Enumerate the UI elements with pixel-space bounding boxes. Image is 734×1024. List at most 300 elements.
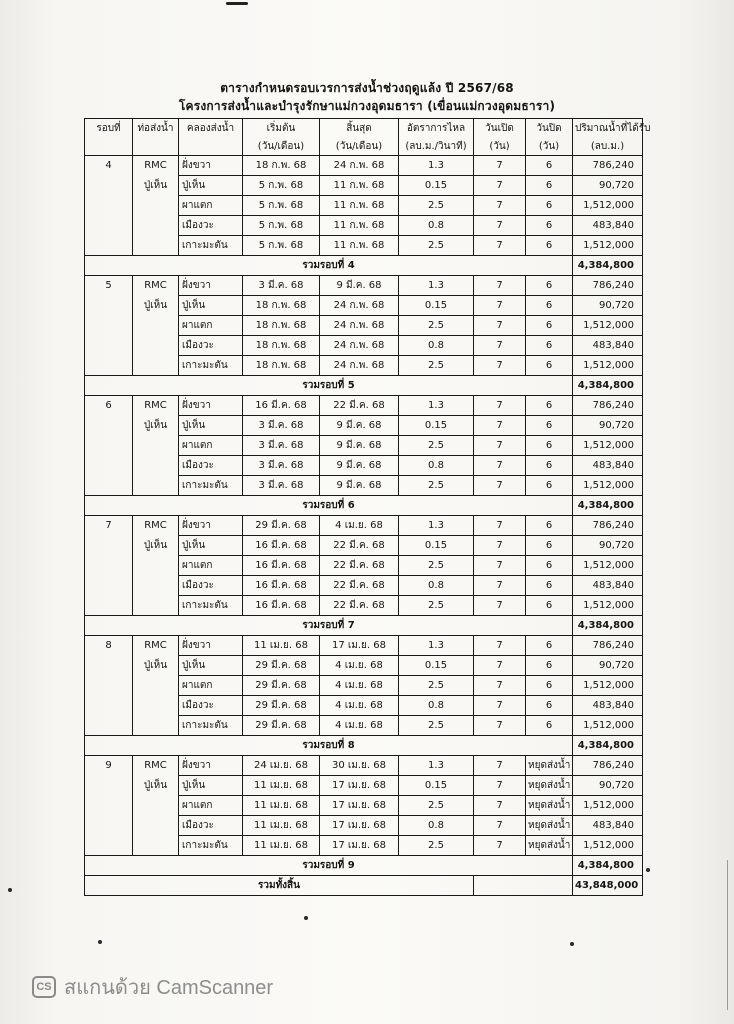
rate-cell: 0.15 <box>399 536 474 556</box>
paper-dot <box>304 916 308 920</box>
volume-cell: 483,840 <box>573 816 643 836</box>
table-row <box>85 776 643 796</box>
open-cell: 7 <box>474 456 526 476</box>
round-cell <box>85 176 133 196</box>
round-cell <box>85 776 133 796</box>
start-cell: 16 มี.ค. 68 <box>243 536 320 556</box>
open-cell: 7 <box>474 516 526 536</box>
close-cell: 6 <box>526 636 573 656</box>
close-cell: 6 <box>526 156 573 176</box>
round-cell <box>85 596 133 616</box>
subtotal-label: รวมรอบที่ 5 <box>85 376 573 396</box>
start-cell: 16 มี.ค. 68 <box>243 596 320 616</box>
canal-cell: ปู่เห็น <box>179 296 243 316</box>
pipe-cell <box>133 316 179 336</box>
close-cell: 6 <box>526 276 573 296</box>
pipe-cell <box>133 436 179 456</box>
canal-cell: ผาแตก <box>179 676 243 696</box>
end-cell: 24 ก.พ. 68 <box>320 316 399 336</box>
volume-cell: 483,840 <box>573 456 643 476</box>
end-cell: 24 ก.พ. 68 <box>320 356 399 376</box>
header-pipe-unit <box>133 137 179 156</box>
rate-cell: 0.8 <box>399 216 474 236</box>
paper-dot <box>98 940 102 944</box>
grand-total-row <box>85 876 643 896</box>
paper-edge <box>727 860 728 1010</box>
close-cell: หยุดส่งน้ำ <box>526 756 573 776</box>
start-cell: 18 ก.พ. 68 <box>243 336 320 356</box>
start-cell: 5 ก.พ. 68 <box>243 176 320 196</box>
start-cell: 5 ก.พ. 68 <box>243 236 320 256</box>
pipe-cell <box>133 676 179 696</box>
close-cell: หยุดส่งน้ำ <box>526 796 573 816</box>
end-cell: 24 ก.พ. 68 <box>320 296 399 316</box>
canal-cell: ผาแตก <box>179 316 243 336</box>
table-row <box>85 276 643 296</box>
table-row <box>85 396 643 416</box>
volume-cell: 786,240 <box>573 276 643 296</box>
volume-cell: 1,512,000 <box>573 676 643 696</box>
open-cell: 7 <box>474 796 526 816</box>
open-cell: 7 <box>474 656 526 676</box>
close-cell: 6 <box>526 576 573 596</box>
rate-cell: 1.3 <box>399 636 474 656</box>
start-cell: 11 เม.ย. 68 <box>243 816 320 836</box>
open-cell: 7 <box>474 416 526 436</box>
close-cell: 6 <box>526 176 573 196</box>
start-cell: 18 ก.พ. 68 <box>243 296 320 316</box>
open-cell: 7 <box>474 276 526 296</box>
end-cell: 4 เม.ย. 68 <box>320 716 399 736</box>
subtotal-value: 4,384,800 <box>573 256 643 276</box>
volume-cell: 90,720 <box>573 176 643 196</box>
table-row <box>85 296 643 316</box>
start-cell: 3 มี.ค. 68 <box>243 276 320 296</box>
rate-cell: 2.5 <box>399 436 474 456</box>
open-cell: 7 <box>474 196 526 216</box>
table-row <box>85 316 643 336</box>
canal-cell: ฝั่งขวา <box>179 276 243 296</box>
table-row <box>85 556 643 576</box>
volume-cell: 1,512,000 <box>573 796 643 816</box>
table-row <box>85 836 643 856</box>
close-cell: 6 <box>526 416 573 436</box>
volume-cell: 1,512,000 <box>573 316 643 336</box>
close-cell: 6 <box>526 396 573 416</box>
canal-cell: เมืองวะ <box>179 696 243 716</box>
volume-cell: 1,512,000 <box>573 716 643 736</box>
canal-cell: เกาะมะตัน <box>179 836 243 856</box>
table-row <box>85 536 643 556</box>
table-row <box>85 416 643 436</box>
round-cell <box>85 476 133 496</box>
rate-cell: 2.5 <box>399 716 474 736</box>
round-cell: 4 <box>85 156 133 176</box>
end-cell: 9 มี.ค. 68 <box>320 276 399 296</box>
start-cell: 24 เม.ย. 68 <box>243 756 320 776</box>
header-close: วันปิด <box>526 119 573 138</box>
pipe-cell <box>133 836 179 856</box>
volume-cell: 1,512,000 <box>573 236 643 256</box>
round-cell <box>85 656 133 676</box>
round-cell: 8 <box>85 636 133 656</box>
open-cell: 7 <box>474 676 526 696</box>
canal-cell: ปู่เห็น <box>179 416 243 436</box>
subtotal-label: รวมรอบที่ 7 <box>85 616 573 636</box>
close-cell: 6 <box>526 456 573 476</box>
rate-cell: 0.8 <box>399 336 474 356</box>
pipe-cell: RMC <box>133 276 179 296</box>
close-cell: 6 <box>526 216 573 236</box>
volume-cell: 90,720 <box>573 656 643 676</box>
close-cell: หยุดส่งน้ำ <box>526 836 573 856</box>
open-cell: 7 <box>474 756 526 776</box>
table-row <box>85 796 643 816</box>
end-cell: 24 ก.พ. 68 <box>320 336 399 356</box>
open-cell: 7 <box>474 436 526 456</box>
start-cell: 3 มี.ค. 68 <box>243 416 320 436</box>
round-cell <box>85 716 133 736</box>
pipe-cell <box>133 796 179 816</box>
close-cell: 6 <box>526 536 573 556</box>
end-cell: 22 มี.ค. 68 <box>320 396 399 416</box>
rate-cell: 2.5 <box>399 796 474 816</box>
canal-cell: เกาะมะตัน <box>179 716 243 736</box>
pipe-cell <box>133 556 179 576</box>
end-cell: 9 มี.ค. 68 <box>320 456 399 476</box>
canal-cell: เมืองวะ <box>179 576 243 596</box>
end-cell: 22 มี.ค. 68 <box>320 576 399 596</box>
round-cell: 7 <box>85 516 133 536</box>
rate-cell: 0.15 <box>399 776 474 796</box>
pipe-cell <box>133 716 179 736</box>
open-cell: 7 <box>474 476 526 496</box>
header-start: เริ่มต้น <box>243 119 320 138</box>
pipe-cell <box>133 336 179 356</box>
close-cell: 6 <box>526 436 573 456</box>
end-cell: 9 มี.ค. 68 <box>320 416 399 436</box>
subtotal-label: รวมรอบที่ 9 <box>85 856 573 876</box>
volume-cell: 1,512,000 <box>573 196 643 216</box>
rate-cell: 2.5 <box>399 356 474 376</box>
close-cell: 6 <box>526 656 573 676</box>
open-cell: 7 <box>474 696 526 716</box>
open-cell: 7 <box>474 216 526 236</box>
pipe-cell: ปู่เห็น <box>133 296 179 316</box>
close-cell: 6 <box>526 516 573 536</box>
pipe-cell: ปู่เห็น <box>133 536 179 556</box>
start-cell: 29 มี.ค. 68 <box>243 656 320 676</box>
pipe-cell <box>133 356 179 376</box>
subtotal-row <box>85 856 643 876</box>
pipe-cell: RMC <box>133 396 179 416</box>
end-cell: 11 ก.พ. 68 <box>320 216 399 236</box>
start-cell: 18 ก.พ. 68 <box>243 156 320 176</box>
end-cell: 11 ก.พ. 68 <box>320 236 399 256</box>
end-cell: 9 มี.ค. 68 <box>320 476 399 496</box>
open-cell: 7 <box>474 636 526 656</box>
subtotal-value: 4,384,800 <box>573 376 643 396</box>
volume-cell: 90,720 <box>573 416 643 436</box>
rate-cell: 2.5 <box>399 476 474 496</box>
round-cell <box>85 296 133 316</box>
header-canal-unit <box>179 137 243 156</box>
subtotal-row <box>85 736 643 756</box>
close-cell: หยุดส่งน้ำ <box>526 776 573 796</box>
canal-cell: ฝั่งขวา <box>179 636 243 656</box>
open-cell: 7 <box>474 316 526 336</box>
end-cell: 17 เม.ย. 68 <box>320 636 399 656</box>
round-cell: 5 <box>85 276 133 296</box>
pipe-cell <box>133 456 179 476</box>
round-cell <box>85 336 133 356</box>
rate-cell: 0.8 <box>399 696 474 716</box>
rate-cell: 0.15 <box>399 176 474 196</box>
round-cell <box>85 236 133 256</box>
start-cell: 11 เม.ย. 68 <box>243 636 320 656</box>
open-cell: 7 <box>474 236 526 256</box>
header-round: รอบที่ <box>85 119 133 138</box>
header-canal: คลองส่งน้ำ <box>179 119 243 138</box>
volume-cell: 1,512,000 <box>573 356 643 376</box>
end-cell: 30 เม.ย. 68 <box>320 756 399 776</box>
table-row <box>85 656 643 676</box>
end-cell: 11 ก.พ. 68 <box>320 196 399 216</box>
start-cell: 5 ก.พ. 68 <box>243 216 320 236</box>
canal-cell: ผาแตก <box>179 196 243 216</box>
pipe-cell <box>133 476 179 496</box>
volume-cell: 483,840 <box>573 696 643 716</box>
rate-cell: 0.8 <box>399 456 474 476</box>
canal-cell: ฝั่งขวา <box>179 516 243 536</box>
subtotal-row <box>85 256 643 276</box>
header-open-unit: (วัน) <box>474 137 526 156</box>
end-cell: 4 เม.ย. 68 <box>320 516 399 536</box>
subtotal-value: 4,384,800 <box>573 856 643 876</box>
close-cell: 6 <box>526 316 573 336</box>
volume-cell: 786,240 <box>573 756 643 776</box>
round-cell <box>85 816 133 836</box>
pipe-cell: RMC <box>133 156 179 176</box>
rate-cell: 1.3 <box>399 156 474 176</box>
start-cell: 11 เม.ย. 68 <box>243 796 320 816</box>
canal-cell: เกาะมะตัน <box>179 596 243 616</box>
open-cell: 7 <box>474 836 526 856</box>
round-cell <box>85 676 133 696</box>
rate-cell: 0.15 <box>399 656 474 676</box>
round-cell <box>85 556 133 576</box>
document-subtitle: โครงการส่งน้ำและบำรุงรักษาแม่กวงอุดมธารา (เขื่อนแม่กวงอุดมธารา) <box>178 99 556 113</box>
table-row <box>85 456 643 476</box>
end-cell: 17 เม.ย. 68 <box>320 796 399 816</box>
header-pipe: ท่อส่งน้ำ <box>133 119 179 138</box>
pipe-cell: RMC <box>133 516 179 536</box>
header-end: สิ้นสุด <box>320 119 399 138</box>
end-cell: 4 เม.ย. 68 <box>320 656 399 676</box>
table-row <box>85 356 643 376</box>
round-cell <box>85 436 133 456</box>
rate-cell: 2.5 <box>399 836 474 856</box>
close-cell: 6 <box>526 556 573 576</box>
end-cell: 22 มี.ค. 68 <box>320 596 399 616</box>
grand-total-value: 43,848,000 <box>573 876 643 896</box>
table-row <box>85 336 643 356</box>
close-cell: 6 <box>526 336 573 356</box>
start-cell: 18 ก.พ. 68 <box>243 316 320 336</box>
subtotal-row <box>85 616 643 636</box>
table-row <box>85 516 643 536</box>
header-round-unit <box>85 137 133 156</box>
canal-cell: เกาะมะตัน <box>179 476 243 496</box>
close-cell: 6 <box>526 696 573 716</box>
volume-cell: 1,512,000 <box>573 436 643 456</box>
pipe-cell: RMC <box>133 756 179 776</box>
canal-cell: ปู่เห็น <box>179 176 243 196</box>
round-cell <box>85 216 133 236</box>
volume-cell: 1,512,000 <box>573 556 643 576</box>
pipe-cell <box>133 596 179 616</box>
round-cell <box>85 796 133 816</box>
subtotal-label: รวมรอบที่ 6 <box>85 496 573 516</box>
canal-cell: ผาแตก <box>179 796 243 816</box>
rate-cell: 2.5 <box>399 596 474 616</box>
start-cell: 16 มี.ค. 68 <box>243 396 320 416</box>
grand-total-label: รวมทั้งสิ้น <box>85 876 474 896</box>
end-cell: 17 เม.ย. 68 <box>320 776 399 796</box>
pipe-cell <box>133 196 179 216</box>
header-rate-unit: (ลบ.ม./วินาที) <box>399 137 474 156</box>
rate-cell: 2.5 <box>399 196 474 216</box>
rate-cell: 2.5 <box>399 676 474 696</box>
round-cell <box>85 836 133 856</box>
document-title: ตารางกำหนดรอบเวรการส่งน้ำช่วงฤดูแล้ง ปี 2567/68 <box>220 81 514 95</box>
table-row <box>85 576 643 596</box>
rate-cell: 1.3 <box>399 276 474 296</box>
end-cell: 11 ก.พ. 68 <box>320 176 399 196</box>
paper-mark <box>226 2 248 5</box>
end-cell: 24 ก.พ. 68 <box>320 156 399 176</box>
start-cell: 3 มี.ค. 68 <box>243 436 320 456</box>
camscanner-watermark <box>32 975 273 999</box>
camscanner-logo-icon: CS <box>32 976 56 998</box>
start-cell: 18 ก.พ. 68 <box>243 356 320 376</box>
end-cell: 4 เม.ย. 68 <box>320 676 399 696</box>
header-volume-unit: (ลบ.ม.) <box>573 137 643 156</box>
pipe-cell: ปู่เห็น <box>133 776 179 796</box>
canal-cell: เกาะมะตัน <box>179 236 243 256</box>
header-rate: อัตราการไหล <box>399 119 474 138</box>
table-row <box>85 216 643 236</box>
pipe-cell: RMC <box>133 636 179 656</box>
rate-cell: 2.5 <box>399 556 474 576</box>
start-cell: 3 มี.ค. 68 <box>243 476 320 496</box>
paper-dot <box>8 888 12 892</box>
volume-cell: 483,840 <box>573 216 643 236</box>
round-cell <box>85 316 133 336</box>
canal-cell: ปู่เห็น <box>179 536 243 556</box>
table-row <box>85 676 643 696</box>
canal-cell: ผาแตก <box>179 436 243 456</box>
open-cell: 7 <box>474 716 526 736</box>
close-cell: 6 <box>526 596 573 616</box>
table-row <box>85 436 643 456</box>
round-cell <box>85 456 133 476</box>
pipe-cell <box>133 696 179 716</box>
canal-cell: เมืองวะ <box>179 216 243 236</box>
header-start-unit: (วัน/เดือน) <box>243 137 320 156</box>
round-cell <box>85 356 133 376</box>
rate-cell: 2.5 <box>399 236 474 256</box>
rate-cell: 0.8 <box>399 816 474 836</box>
table-row <box>85 476 643 496</box>
volume-cell: 786,240 <box>573 516 643 536</box>
volume-cell: 1,512,000 <box>573 836 643 856</box>
volume-cell: 90,720 <box>573 296 643 316</box>
rate-cell: 1.3 <box>399 756 474 776</box>
start-cell: 29 มี.ค. 68 <box>243 516 320 536</box>
header-close-unit: (วัน) <box>526 137 573 156</box>
subtotal-value: 4,384,800 <box>573 736 643 756</box>
volume-cell: 90,720 <box>573 536 643 556</box>
canal-cell: ฝั่งขวา <box>179 156 243 176</box>
end-cell: 22 มี.ค. 68 <box>320 556 399 576</box>
paper-dot <box>646 868 650 872</box>
pipe-cell <box>133 576 179 596</box>
volume-cell: 483,840 <box>573 576 643 596</box>
open-cell: 7 <box>474 336 526 356</box>
canal-cell: ฝั่งขวา <box>179 396 243 416</box>
round-cell: 6 <box>85 396 133 416</box>
table-row <box>85 196 643 216</box>
volume-cell: 786,240 <box>573 636 643 656</box>
close-cell: 6 <box>526 196 573 216</box>
table-row <box>85 716 643 736</box>
canal-cell: เกาะมะตัน <box>179 356 243 376</box>
schedule-table <box>84 118 651 896</box>
open-cell: 7 <box>474 776 526 796</box>
close-cell: 6 <box>526 676 573 696</box>
grand-total-blank <box>474 876 573 896</box>
start-cell: 29 มี.ค. 68 <box>243 696 320 716</box>
rate-cell: 1.3 <box>399 396 474 416</box>
start-cell: 29 มี.ค. 68 <box>243 676 320 696</box>
start-cell: 11 เม.ย. 68 <box>243 776 320 796</box>
volume-cell: 1,512,000 <box>573 596 643 616</box>
end-cell: 17 เม.ย. 68 <box>320 836 399 856</box>
open-cell: 7 <box>474 396 526 416</box>
open-cell: 7 <box>474 816 526 836</box>
rate-cell: 1.3 <box>399 516 474 536</box>
canal-cell: ฝั่งขวา <box>179 756 243 776</box>
volume-cell: 786,240 <box>573 396 643 416</box>
close-cell: 6 <box>526 476 573 496</box>
open-cell: 7 <box>474 356 526 376</box>
pipe-cell: ปู่เห็น <box>133 656 179 676</box>
volume-cell: 786,240 <box>573 156 643 176</box>
camscanner-text: สแกนด้วย CamScanner <box>64 977 274 999</box>
paper-dot <box>570 942 574 946</box>
volume-cell: 1,512,000 <box>573 476 643 496</box>
end-cell: 17 เม.ย. 68 <box>320 816 399 836</box>
canal-cell: ผาแตก <box>179 556 243 576</box>
open-cell: 7 <box>474 576 526 596</box>
subtotal-row <box>85 496 643 516</box>
open-cell: 7 <box>474 556 526 576</box>
rate-cell: 0.15 <box>399 296 474 316</box>
table-row <box>85 596 643 616</box>
rate-cell: 2.5 <box>399 316 474 336</box>
open-cell: 7 <box>474 176 526 196</box>
